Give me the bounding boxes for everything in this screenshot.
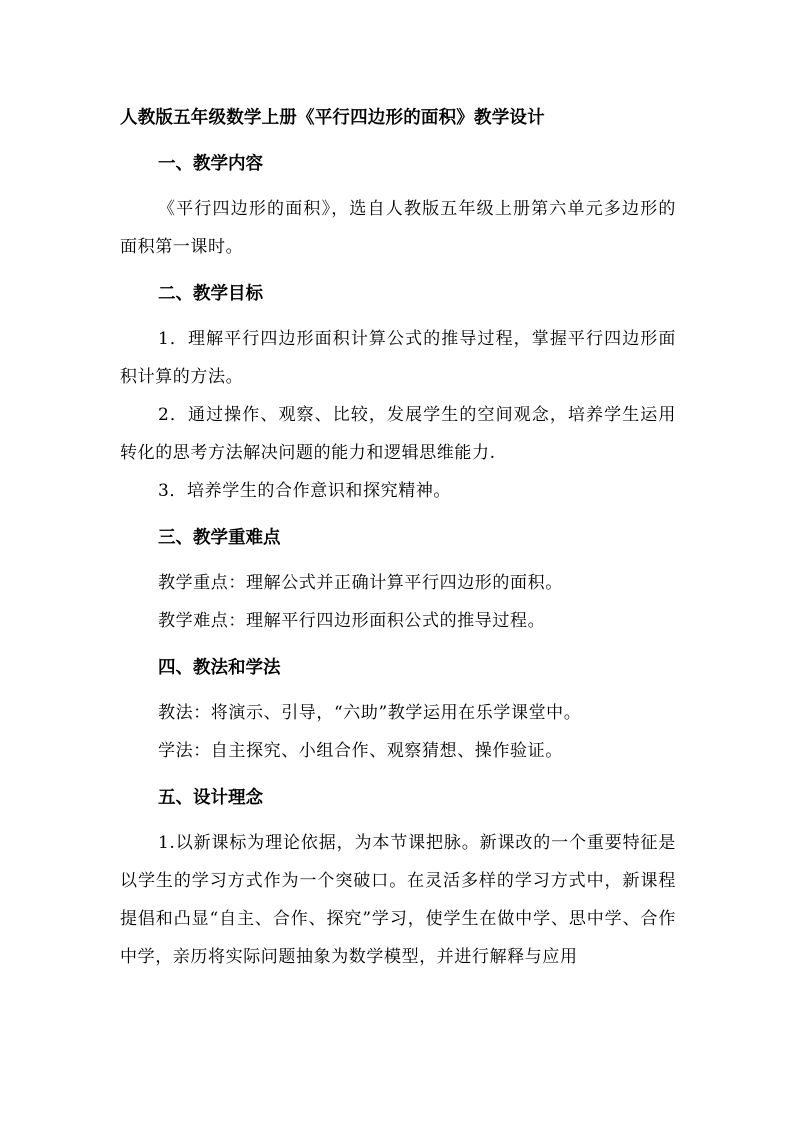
section-heading-content: 一、教学内容 [158, 154, 263, 174]
document-body [120, 102, 676, 976]
goals-paragraph-2: 2．通过操作、观察、比较，发展学生的空间观念，培养学生运用转化的思考方法解决问题的能力和逻辑思维能力. [120, 405, 676, 463]
section-heading-methods: 四、教法和学法 [158, 658, 281, 678]
concept-paragraph-1: 1.以新课标为理论依据，为本节课把脉。新课改的一个重要特征是以学生的学习方式作为一个突破口。在灵活多样的学习方式中，新课程提倡和凸显“自主、合作、探究”学习，使学生在做中学、思中学、合作中学，亲历将实际问题抽象为数学模型，并进行解释与应用 [120, 833, 676, 967]
key-points-paragraph-1: 教学重点：理解公式并正确计算平行四边形的面积。 [158, 573, 563, 593]
section-heading-concept: 五、设计理念 [158, 788, 263, 808]
goals-paragraph-3: 3．培养学生的合作意识和探究精神。 [158, 481, 452, 501]
methods-paragraph-1: 教法：将演示、引导，“六助”教学运用在乐学课堂中。 [158, 703, 582, 723]
section-heading-key-points: 三、教学重难点 [158, 528, 281, 548]
key-points-paragraph-2: 教学难点：理解平行四边形面积公式的推导过程。 [158, 611, 546, 631]
document-title: 人教版五年级数学上册《平行四边形的面积》教学设计 [120, 108, 545, 128]
content-paragraph-1: 《平行四边形的面积》，选自人教版五年级上册第六单元多边形的面积第一课时。 [120, 199, 676, 257]
section-heading-goals: 二、教学目标 [158, 284, 263, 304]
methods-paragraph-2: 学法：自主探究、小组合作、观察猜想、操作验证。 [158, 741, 563, 761]
goals-paragraph-1: 1．理解平行四边形面积计算公式的推导过程，掌握平行四边形面积计算的方法。 [120, 329, 676, 387]
